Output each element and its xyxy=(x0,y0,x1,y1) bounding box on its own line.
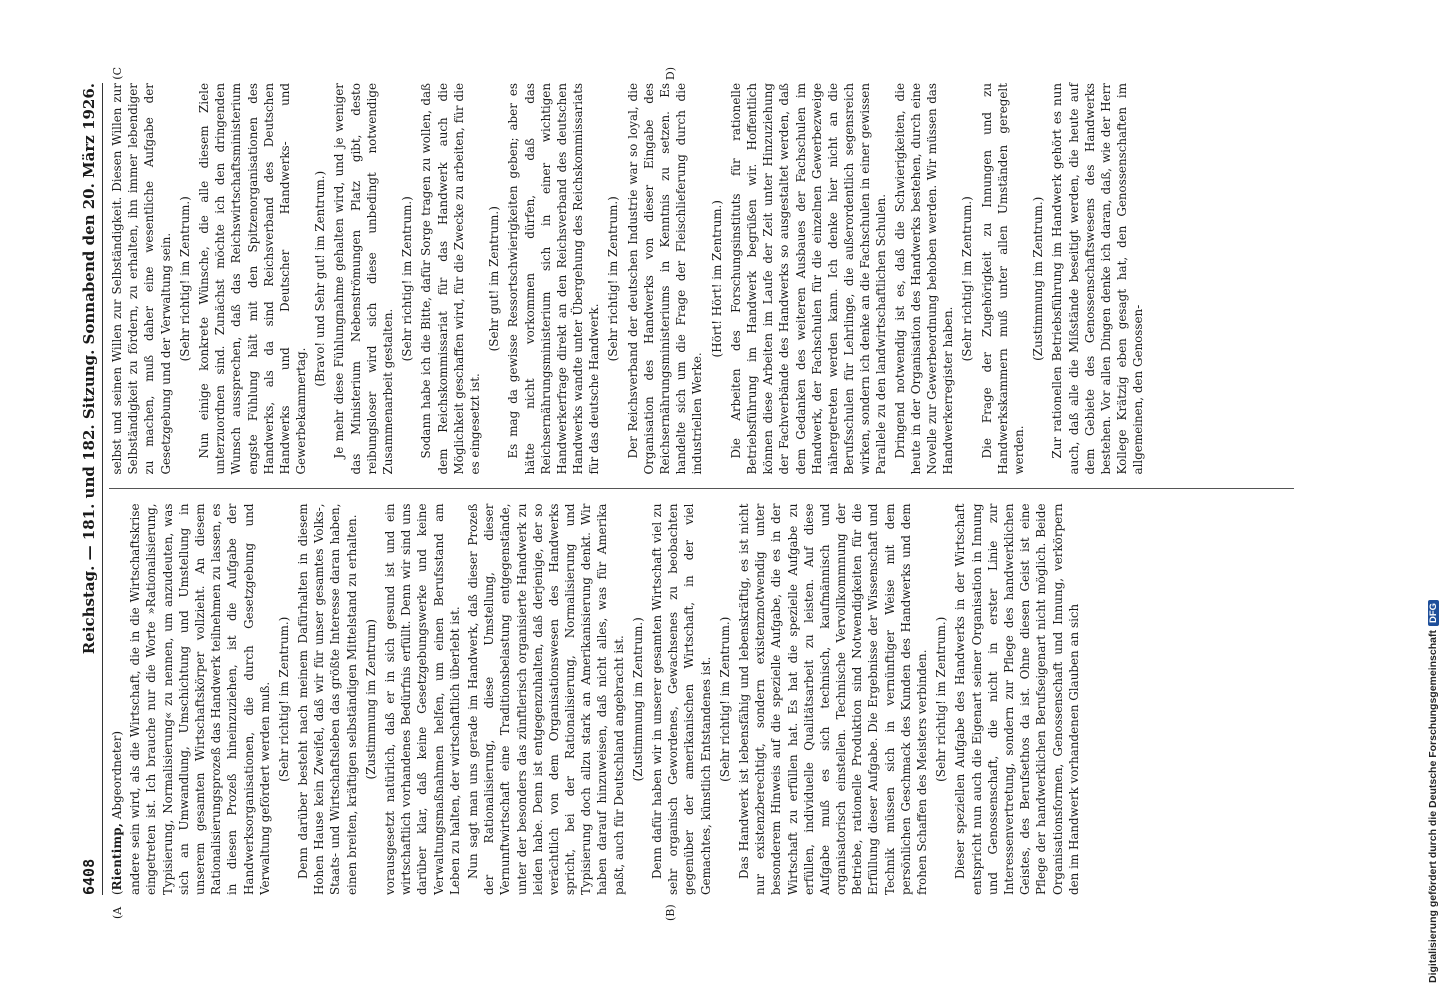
paragraph: Je mehr diese Fühlungnahme gehalten wird, und je weniger das Ministerium Nebenströmungen Platz gibt, desto reibungsloser wird sich diese unbedingt notwendige Zusammenarbeit gestalten. xyxy=(332,83,395,475)
interjection: (Hört! Hört! im Zentrum.) xyxy=(709,200,724,358)
margin-marker-d: D) xyxy=(664,67,677,81)
paragraph: Dringend notwendig ist es, daß die Schwierigkeiten, die heute in der Organisation des Handwerks bestehen, durch eine Novelle zur Gewerbeordnung behoben werden. Wir müssen das Handwerkerregister haben. xyxy=(892,83,956,475)
paragraph: Denn darüber besteht nach meinem Dafürhalten in diesem Hohen Hause kein Zweifel, daß wir für unser gesamtes Volks-, Staats- und Wirtschaftsleben das größte Interesse daran haben, einen breiten, kräftigen selbständigen Mittelstand zu erhalten. xyxy=(296,503,359,895)
column-divider xyxy=(109,489,1294,490)
paragraph: andere sein wird, als die Wirtschaft, die in die Wirtschaftskrise eingetreten ist. Ich brauche nur die Worte »Rationalisierung, Typisierung, Normalisierung« zu nennen, um anzudeuten, was sich an Umwandlung, Umschichtung und Umstellung in unserem gesamten Wirtschaftskörper vollzieht. An diesem Rationalisierungsprozeß das Handwerk teilnehmen zu lassen, es in diesen Prozeß hineinzuziehen, ist die Aufgabe der Handwerksorganisationen, die durch Gesetzgebung und Verwaltung gefördert werden muß. xyxy=(128,503,272,895)
paragraph: Zur rationellen Betriebsführung im Handwerk gehört es nun auch, daß alle die Mißstände beseitigt werden, die heute auf dem Gebiete des Genossenschaftswesens des Handwerks bestehen. Vor allen Dingen denke ich daran, daß, wie der Herr Kollege Krätzig eben gesagt hat, den Genossenschaften im allgemeinen, den Genossen- xyxy=(1050,83,1146,475)
dfg-logo: DFG xyxy=(1428,600,1439,626)
paragraph: selbst und seinen Willen zur Selbständigkeit. Diesen Willen zur Selbständigkeit zu fördern, zu erhalten, ihn immer lebendiger zu machen, muß daher eine wesentliche Aufgabe der Gesetzgebung und der Verwaltung sein. xyxy=(110,83,173,475)
interjection: (Sehr richtig! im Zentrum.) xyxy=(960,196,975,362)
interjection: (Sehr richtig! im Zentrum.) xyxy=(400,196,415,362)
margin-marker-b: (B) xyxy=(664,904,677,921)
interjection: (Sehr richtig! im Zentrum.) xyxy=(276,616,291,782)
paragraph: Der Reichsverband der deutschen Industrie war so loyal, die Organisation des Handwerks von dieser Eingabe des Reichsernährungsministeriums in Kenntnis zu setzen. Es handelte sich um die Frage der Fleischlieferung durch die industriellen Werke. xyxy=(625,83,705,475)
paragraph: Das Handwerk ist lebensfähig und lebenskräftig, es ist nicht nur existenzberechtigt, sondern existenznotwendig unter besonderem Hinweis auf die spezielle Aufgabe, die es in der Wirtschaft zu erfüllen hat. Es hat die spezielle Aufgabe zu erfüllen, individuelle Qualitätsarbeit zu leisten. Auf diese Aufgabe muß es sich technisch, kaufmännisch und organisatorisch einstellen. Technische Vervollkommnung der Betriebe, rationelle Produktion sind Notwendigkeiten für die Erfüllung dieser Aufgabe. Die Ergebnisse der Wissenschaft und Technik müssen sich in vernünftiger Weise mit dem persönlichen Geschmack des Kunden des Handwerks und dem frohen Schaffen des Meisters verbinden. xyxy=(736,503,929,895)
document-page xyxy=(72,65,1312,925)
paragraph: Dieser speziellen Aufgabe des Handwerks in der Wirtschaft entspricht nun auch die Eigenart seiner Organisation in Innung und Genossenschaft, die nicht in erster Linie zur Interessenvertretung, sondern zur Pflege des handwerklichen Geistes, des Berufsethos da ist. Ohne diesen Geist ist eine Pflege der handwerklichen Berufseigenart nicht möglich. Beide Organisationsformen, Genossenschaft und Innung, verkörpern den im Handwerk vorhandenen Glauben an sich xyxy=(953,503,1081,895)
speaker-name: Rientimp, xyxy=(110,822,124,891)
digitization-credit xyxy=(1409,8,1439,988)
page-header xyxy=(80,83,103,895)
interjection: (Sehr richtig! im Zentrum.) xyxy=(717,616,732,782)
interjection: (Sehr gut! im Zentrum.) xyxy=(487,206,502,352)
paragraph: Sodann habe ich die Bitte, dafür Sorge tragen zu wollen, daß dem Reichskommissariat für das Handwerk auch die Möglichkeit geschaffen wird, für die Zwecke zu arbeiten, für die es eingesetzt ist. xyxy=(419,83,482,475)
paragraph: Nun einige konkrete Wünsche, die alle diesem Ziele unterzuordnen sind. Zunächst möchte ich den dringenden Wunsch aussprechen, daß das Reichswirtschaftsministerium engste Fühlung hält mit den Spitzenorganisationen des Handwerks, als da sind Reichsverband des Deutschen Handwerks und Deutscher Handwerks- und Gewerbekammertag. xyxy=(196,83,309,475)
paragraph: Denn dafür haben wir in unserer gesamten Wirtschaft viel zu sehr organisch Gewordenes, Gewachsenes zu beobachten gegenüber der amerikanischen Wirtschaft, in der viel Gemachtes, künstlich Entstandenes ist. xyxy=(650,503,713,895)
interjection: (Zustimmung im Zentrum.) xyxy=(630,617,645,782)
paragraph: Die Arbeiten des Forschungsinstituts für rationelle Betriebsführung im Handwerk begrüßen wir. Hoffentlich können diese Arbeiten im Laufe der Zeit unter Hinzuziehung der Fachverbände des Handwerks so ausgestaltet werden, daß dem Gedanken des weiteren Ausbaues der Fachschulen im Handwerk, der Fachschulen für die einzelnen Gewerbezweige nähergetreten werden kann. Ich denke hier nicht an die Berufsschulen für Lehrlinge, die außerordentlich segensreich wirken, sondern ich denke an die Fachschulen in einer gewissen Parallele zu den landwirtschaftlichen Schulen. xyxy=(728,83,889,475)
paragraph: Die Frage der Zugehörigkeit zu Innungen und zu Handwerkskammern muß unter allen Umständen geregelt werden. xyxy=(979,83,1026,475)
page-title: Reichstag. — 181. und 182. Sitzung. Sonnabend den 20. März 1926. xyxy=(80,83,98,655)
interjection: (Zustimmung im Zentrum.) xyxy=(1031,196,1046,361)
credit-text: Digitalisierung gefördert durch die Deutsche Forschungsgemeinschaft xyxy=(1427,630,1439,983)
page-number: 6408 xyxy=(80,858,98,895)
interjection: (Sehr richtig! im Zentrum.) xyxy=(606,196,621,362)
interjection: (Bravo! und Sehr gut! im Zentrum.) xyxy=(313,170,328,387)
text-column-right xyxy=(109,83,1294,475)
margin-marker-c: (C xyxy=(111,67,124,80)
speaker-line: (Rientimp, Abgeordneter) xyxy=(110,730,124,895)
interjection: (Sehr richtig! im Zentrum.) xyxy=(177,196,192,362)
paragraph: Nun sagt man uns gerade im Handwerk, daß dieser Prozeß der Rationalisierung, diese Umstellung, dieser Vernunftwirtschaft eine Traditionsbelastung entgegenstände, unter der besonders das zünftlerisch organisierte Handwerk zu leiden habe. Denn ist entgegenzuhalten, daß derjenige, der so verächtlich von dem Organisationswesen des Handwerks spricht, bei der Rationalisierung, Normalisierung und Typisierung doch allzu stark an Amerikanisierung denkt. Wir haben darauf hinzuweisen, daß nicht alles, was für Amerika paßt, auch für Deutschland angebracht ist. xyxy=(465,503,626,895)
speaker-role: Abgeordneter) xyxy=(110,730,124,820)
text-column-left xyxy=(109,504,1294,896)
interjection: (Sehr richtig! im Zentrum.) xyxy=(934,616,949,782)
paragraph: vorausgesetzt natürlich, daß er in sich gesund ist und ein wirtschaftlich vorhandenes Bedürfnis erfüllt. Denn wir sind uns darüber klar, daß keine Gesetzgebungswerke und keine Verwaltungsmaßnahmen helfen, um einen Berufsstand am Leben zu halten, der wirtschaftlich überlebt ist. xyxy=(383,503,462,895)
margin-marker-a: (A xyxy=(111,906,124,919)
interjection: (Zustimmung im Zentrum) xyxy=(363,619,378,780)
paragraph: Es mag da gewisse Ressortschwierigkeiten geben; aber es hätte nicht vorkommen dürfen, daß das Reichsernährungsministerium sich in einer wichtigen Handwerkerfrage direkt an den Reichsverband des deutschen Handwerks wandte unter Übergehung des Reichskommissariats für das deutsche Handwerk. xyxy=(506,83,602,475)
